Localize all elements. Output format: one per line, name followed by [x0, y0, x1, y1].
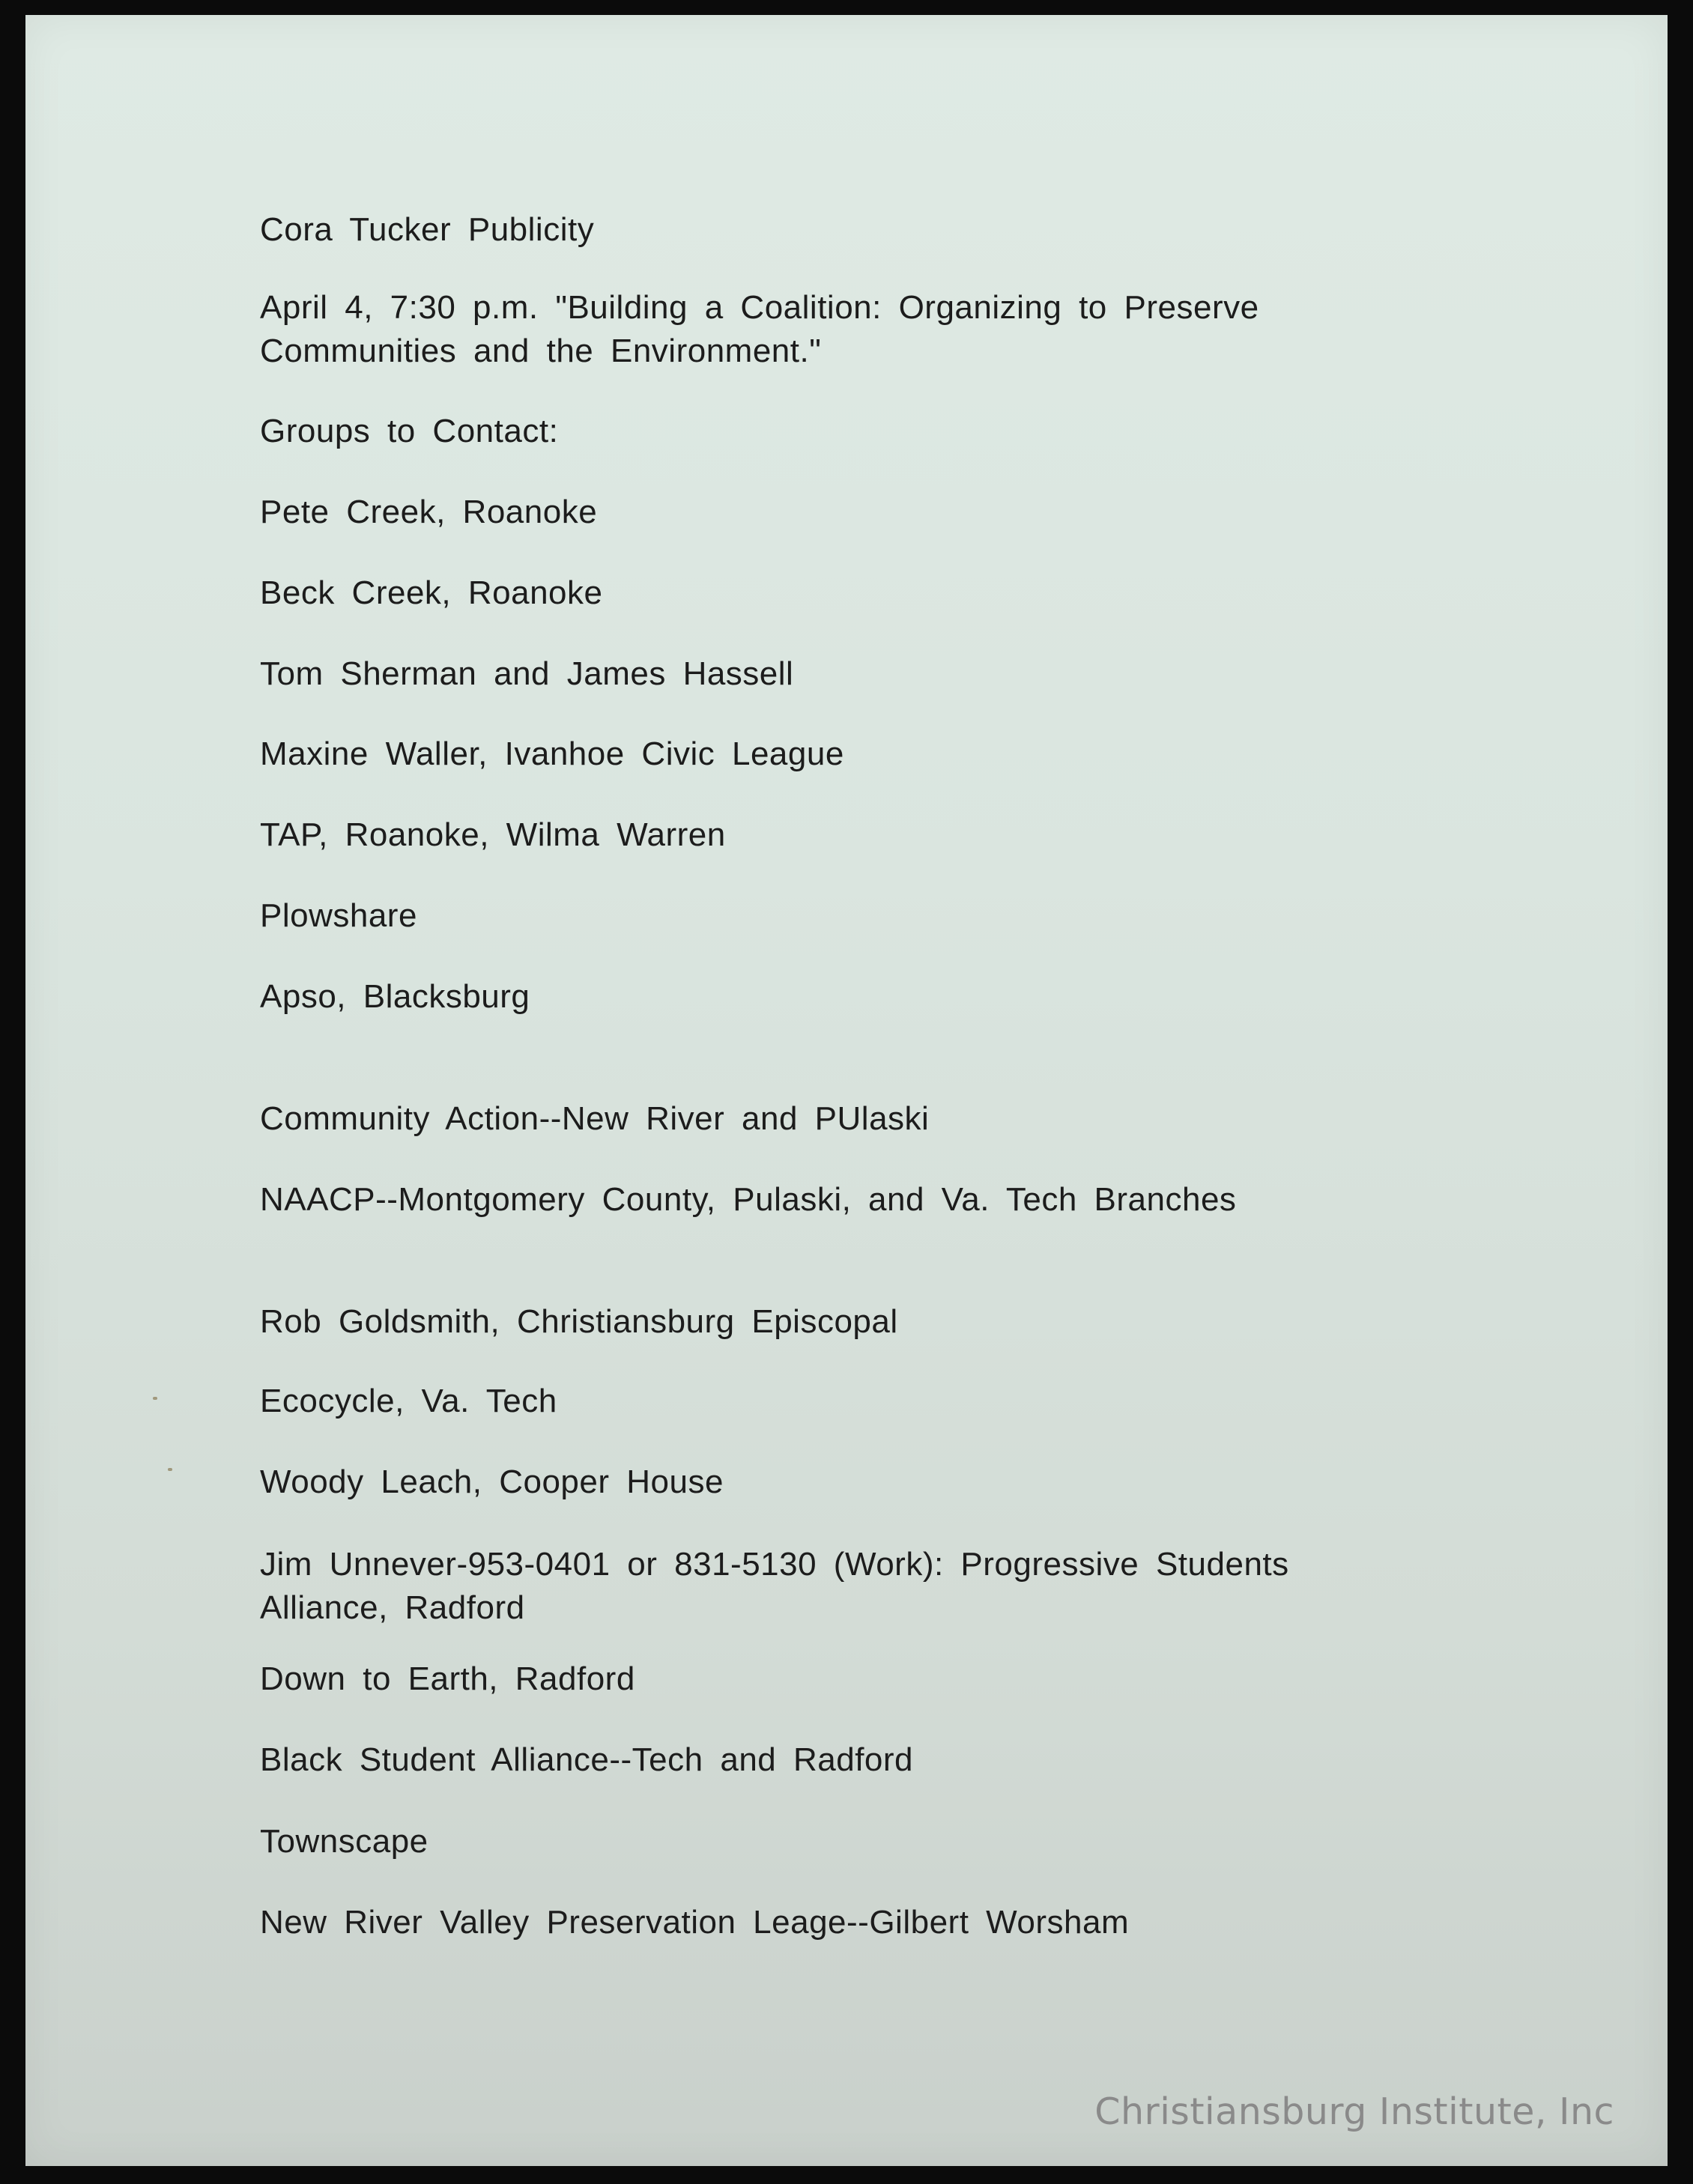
contact-item: Woody Leach, Cooper House [260, 1463, 724, 1500]
contact-item: Beck Creek, Roanoke [260, 574, 603, 611]
contact-item: Tom Sherman and James Hassell [260, 655, 794, 692]
contact-item: Ecocycle, Va. Tech [260, 1383, 557, 1419]
contact-item: Community Action--New River and PUlaski [260, 1100, 930, 1137]
contact-item: NAACP--Montgomery County, Pulaski, and Va. Tech Branches [260, 1181, 1237, 1218]
groups-heading: Groups to Contact: [260, 413, 559, 449]
event-line-2: Communities and the Environment." [260, 333, 822, 369]
contact-item: Black Student Alliance--Tech and Radford [260, 1741, 914, 1778]
paper-speck [168, 1468, 172, 1471]
contact-item: Maxine Waller, Ivanhoe Civic League [260, 735, 844, 772]
paper-speck [153, 1397, 157, 1400]
contact-item: Townscape [260, 1823, 428, 1860]
contact-item: Plowshare [260, 897, 417, 934]
document-title: Cora Tucker Publicity [260, 211, 595, 248]
contact-item: Down to Earth, Radford [260, 1660, 635, 1697]
archive-watermark: Christiansburg Institute, Inc [1094, 2090, 1614, 2133]
contact-item: Apso, Blacksburg [260, 978, 530, 1015]
contact-item: TAP, Roanoke, Wilma Warren [260, 816, 726, 853]
event-line-1: April 4, 7:30 p.m. "Building a Coalition: Organizing to Preserve [260, 289, 1259, 326]
contact-item: Jim Unnever-953-0401 or 831-5130 (Work): Progressive Students Alliance, Radford [260, 1546, 1289, 1626]
contact-item: Pete Creek, Roanoke [260, 494, 598, 530]
contact-item: New River Valley Preservation Leage--Gilbert Worsham [260, 1904, 1130, 1941]
contact-item: Rob Goldsmith, Christiansburg Episcopal [260, 1303, 898, 1340]
